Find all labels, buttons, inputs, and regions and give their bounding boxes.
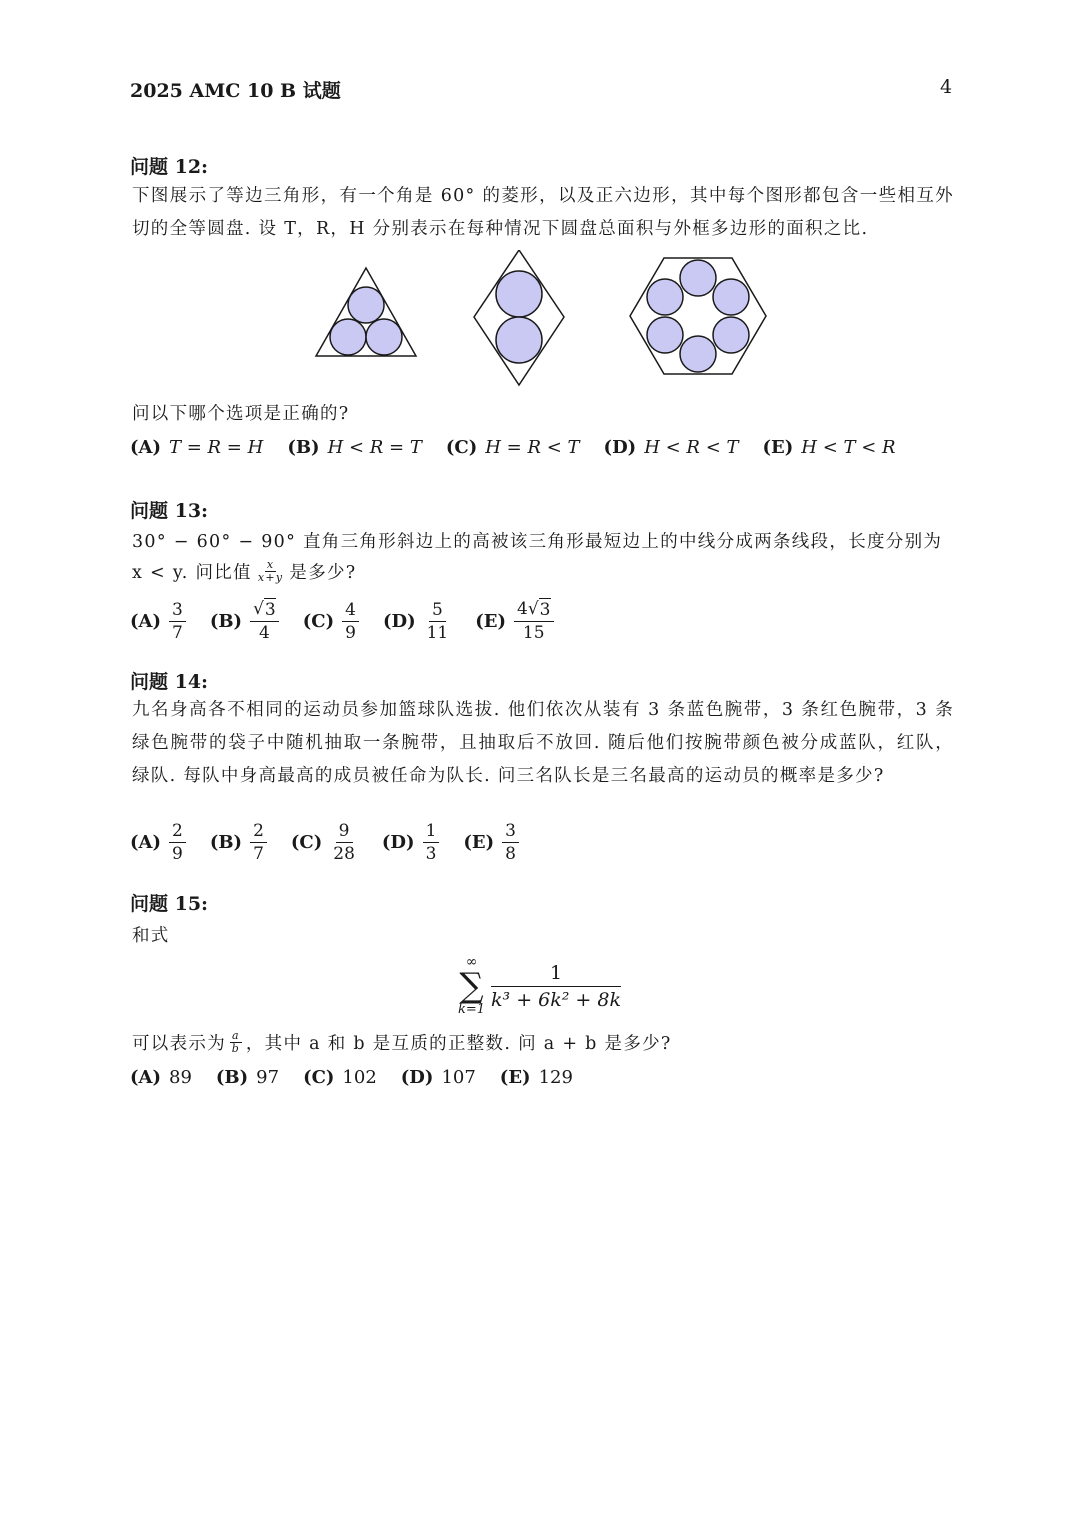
page-number: 4 [940, 76, 953, 98]
coefficient: 4 [517, 599, 528, 619]
square-root: √ 3 [253, 599, 276, 620]
q14-choice-a[interactable] [130, 820, 186, 865]
rhombus-figure [474, 250, 564, 385]
choice-fraction [250, 820, 267, 865]
q15-choice-e[interactable] [500, 1067, 573, 1088]
fraction-numerator: a [232, 1029, 240, 1042]
q14-choice-b[interactable] [210, 820, 267, 865]
header-title: 2025 AMC 10 B 试题 [130, 80, 341, 102]
hexagon-disk [713, 317, 749, 353]
q13-choices [130, 598, 578, 644]
q15-series-expression [458, 955, 621, 1017]
choice-label: (B) [287, 437, 320, 458]
fraction-denominator: 15 [522, 623, 545, 643]
choice-text: 107 [441, 1067, 476, 1088]
choice-fraction [423, 820, 440, 865]
fraction-numerator: 4 [342, 599, 359, 622]
hexagon-disk [680, 260, 716, 296]
q12-choice-a[interactable] [130, 437, 263, 458]
q15-stem-part1: 可以表示为 [132, 1034, 226, 1054]
q14-heading: 问题 14: [130, 671, 209, 693]
q12-figures [300, 250, 780, 390]
triangle-disk [330, 319, 366, 355]
q12-choice-e[interactable] [763, 437, 896, 458]
choice-text: H = R < T [485, 437, 580, 458]
choice-fraction [424, 599, 452, 644]
fraction-numerator [250, 598, 279, 622]
fraction-denominator: x+y [257, 571, 284, 584]
choice-label: (E) [463, 832, 495, 853]
radicand: 3 [539, 600, 551, 620]
q12-choice-c[interactable] [446, 437, 580, 458]
q13-stem-part1: x < y. 问比值 [132, 563, 252, 583]
rhombus-disk [496, 271, 542, 317]
choice-label: (A) [130, 437, 161, 458]
choice-label: (B) [209, 832, 243, 853]
choice-label: (A) [130, 610, 161, 632]
choice-label: (B) [215, 1067, 249, 1088]
choice-fraction [514, 598, 554, 644]
q13-choice-d[interactable] [383, 599, 451, 644]
choice-label: (B) [209, 610, 243, 632]
fraction-numerator: 9 [336, 820, 353, 843]
fraction-numerator: 5 [429, 599, 446, 622]
rhombus-disk [496, 317, 542, 363]
hexagon-figure [630, 258, 766, 374]
fraction-denominator: k³ + 6k² + 8k [491, 988, 621, 1011]
fraction-numerator: x [266, 558, 275, 571]
q14-choices [130, 820, 543, 865]
choice-fraction [330, 820, 358, 865]
choice-text: 102 [342, 1067, 377, 1088]
choice-label: (A) [130, 832, 161, 853]
sum-lower-limit: k=1 [458, 1002, 486, 1017]
fraction-denominator: 8 [505, 844, 516, 864]
q14-choice-d[interactable] [382, 820, 439, 865]
choice-label: (C) [303, 1067, 335, 1088]
q13-choice-e[interactable] [475, 598, 553, 644]
q13-choice-c[interactable] [303, 599, 359, 644]
triangle-disk [348, 287, 384, 323]
q13-heading: 问题 13: [130, 500, 209, 522]
q15-choices [130, 1067, 597, 1088]
fraction-numerator: 1 [423, 820, 440, 843]
choice-label: (C) [445, 437, 478, 458]
choice-text: H < T < R [801, 437, 896, 458]
q14-choice-c[interactable] [291, 820, 358, 865]
choice-fraction [250, 598, 279, 644]
q14-stem: 九名身高各不相同的运动员参加篮球队选拔. 他们依次从装有 3 条蓝色腕带，3 条红色腕带，3 条绿色腕带的袋子中随机抽取一条腕带，且抽取后不放回. 随后他们按腕带颜色被分成蓝队，红队，绿队. 每队中身高最高的成员被任命为队长. 问三名队长是三名最高的运动员的概率是多少? [132, 700, 954, 786]
choice-label: (E) [499, 1067, 531, 1088]
choice-label: (E) [475, 610, 506, 632]
q15-choice-d[interactable] [401, 1067, 476, 1088]
q15-intro: 和式 [132, 926, 170, 946]
sigma-symbol: ∑ [459, 966, 484, 1006]
hexagon-disk [713, 279, 749, 315]
triangle-disk [366, 319, 402, 355]
choice-label: (D) [381, 832, 415, 853]
choice-label: (D) [603, 437, 637, 458]
fraction-numerator: 2 [169, 820, 186, 843]
fraction-denominator: 9 [345, 622, 356, 643]
choice-label: (D) [400, 1067, 434, 1088]
fraction-numerator: 3 [169, 599, 186, 622]
fraction-denominator: b [231, 1042, 241, 1055]
choice-fraction [342, 599, 359, 644]
q12-question: 问以下哪个选项是正确的? [132, 404, 350, 424]
choice-label: (C) [290, 832, 323, 853]
q15-ab-fraction [230, 1030, 242, 1055]
fraction-numerator: 1 [491, 960, 621, 987]
summation [458, 955, 485, 1017]
q13-ratio-fraction [258, 559, 284, 584]
summand-fraction [491, 960, 621, 1013]
q13-stem-line2 [132, 559, 357, 584]
q14-choice-e[interactable] [463, 820, 519, 865]
fraction-numerator: 3 [502, 820, 519, 843]
fraction-numerator [514, 598, 554, 622]
q15-choice-a[interactable] [130, 1067, 192, 1088]
choice-fraction [502, 820, 519, 865]
choice-label: (E) [762, 437, 794, 458]
choice-text: 129 [538, 1067, 573, 1088]
choice-label: (C) [302, 610, 335, 632]
q15-stem [132, 1030, 672, 1055]
hexagon-disk [647, 279, 683, 315]
q15-choice-b[interactable] [216, 1067, 279, 1088]
choice-text: H < R = T [327, 437, 422, 458]
fraction-numerator: 2 [250, 820, 267, 843]
choice-text: H < R < T [644, 437, 739, 458]
sum-upper-limit: ∞ [465, 954, 478, 970]
q13-choice-b[interactable] [210, 598, 279, 644]
hexagon-disk [647, 317, 683, 353]
fraction-denominator: 11 [426, 622, 449, 643]
q12-stem: 下图展示了等边三角形，有一个角是 60° 的菱形，以及正六边形，其中每个图形都包含一些相互外切的全等圆盘. 设 T，R，H 分别表示在每种情况下圆盘总面积与外框多边形的面积之比. [132, 186, 954, 239]
choice-fraction [169, 599, 186, 644]
fraction-denominator: 9 [172, 844, 183, 864]
radicand: 3 [264, 600, 276, 620]
q15-heading: 问题 15: [130, 893, 209, 915]
choice-label: (A) [130, 1067, 161, 1088]
q13-choice-a[interactable] [130, 599, 186, 644]
q13-stem-line1: 30° − 60° − 90° 直角三角形斜边上的高被该三角形最短边上的中线分成两条线段，长度分别为 [132, 532, 943, 552]
fraction-denominator: 7 [253, 844, 264, 864]
q12-choice-d[interactable] [604, 437, 739, 458]
hexagon-disk [680, 336, 716, 372]
fraction-denominator: 28 [333, 844, 355, 864]
fraction-denominator: 7 [172, 622, 183, 643]
choice-text: T = R = H [169, 437, 264, 458]
fraction-denominator: 3 [425, 844, 437, 864]
q12-choice-b[interactable] [287, 437, 422, 458]
square-root: √ 3 [527, 599, 551, 620]
choice-fraction [169, 820, 186, 865]
choice-text: 89 [169, 1067, 192, 1088]
q15-stem-part2: ，其中 a 和 b 是互质的正整数. 问 a + b 是多少? [245, 1034, 672, 1054]
q12-choices [130, 437, 920, 458]
q13-stem-part2: 是多少? [289, 563, 357, 583]
q15-choice-c[interactable] [303, 1067, 377, 1088]
q12-heading: 问题 12: [130, 156, 209, 178]
choice-text: 97 [256, 1067, 280, 1088]
triangle-figure [316, 268, 416, 356]
choice-label: (D) [382, 610, 416, 632]
fraction-denominator: 4 [259, 623, 270, 643]
